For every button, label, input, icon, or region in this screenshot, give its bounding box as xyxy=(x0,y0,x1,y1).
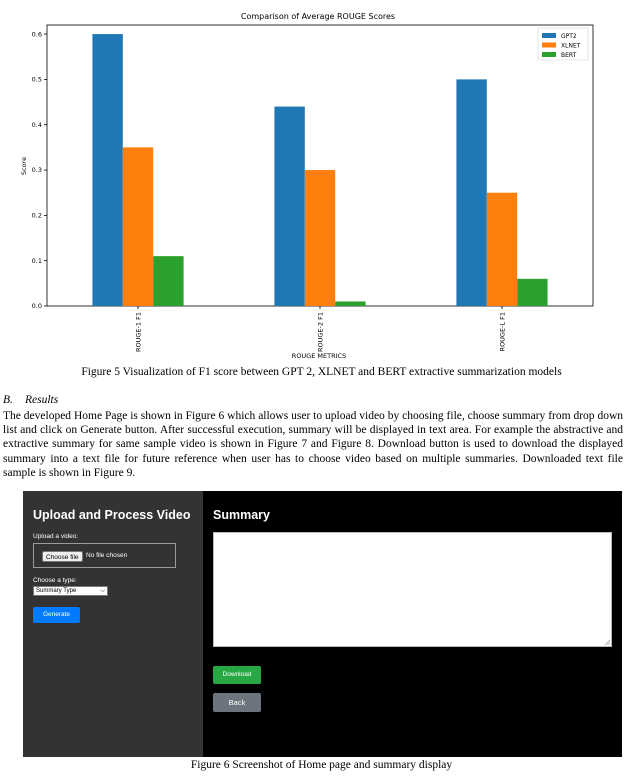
bar-xlnet xyxy=(487,193,517,306)
legend-label-bert: BERT xyxy=(561,51,577,59)
home-page-screenshot xyxy=(23,491,622,757)
bar-bert xyxy=(335,301,365,306)
body-paragraph: The developed Home Page is shown in Figure 6 which allows user to upload video by choosing file, choose summary from drop down list and click on Generate button. After successful execution, summary will be displayed in text area. For example the abstractive and extractive summary for same sample video is shown in Figure 7 and Figure 8. Download button is used to download the displayed summary into a text file for future reference when user has to choose video based on multiple summaries. Downloaded text file sample is shown in Figure 9. xyxy=(3,410,623,479)
resize-grip-icon[interactable] xyxy=(604,639,610,645)
summary-title: Summary xyxy=(213,508,270,522)
generate-button[interactable]: Generate xyxy=(33,607,80,623)
y-tick-label: 0.4 xyxy=(31,120,42,129)
chart-title: Comparison of Average ROUGE Scores xyxy=(240,12,396,21)
x-axis-label: ROUGE METRICS xyxy=(291,352,347,360)
figure-5-caption: Figure 5 Visualization of F1 score between GPT 2, XLNET and BERT extractive summarization models xyxy=(81,366,562,378)
legend-label-gpt2: GPT2 xyxy=(561,32,577,40)
x-tick-label: ROUGE-L F1 xyxy=(498,312,507,352)
figure-6-caption: Figure 6 Screenshot of Home page and summary display xyxy=(190,759,453,771)
summary-textarea[interactable] xyxy=(213,532,612,647)
bar-gpt2 xyxy=(92,34,122,306)
file-input[interactable] xyxy=(33,543,176,568)
upload-video-label: Upload a video: xyxy=(33,533,79,540)
y-axis-label: Score xyxy=(20,156,28,176)
section-title: Results xyxy=(25,394,59,406)
upload-panel xyxy=(23,491,203,757)
bar-bert xyxy=(153,256,183,306)
upload-panel-title: Upload and Process Video xyxy=(33,508,191,522)
chevron-down-icon: ⌵ xyxy=(100,588,105,594)
y-tick-label: 0.6 xyxy=(31,30,42,39)
y-tick-label: 0.3 xyxy=(31,166,42,175)
legend-label-xlnet: XLNET xyxy=(561,42,581,50)
legend-swatch-gpt2 xyxy=(542,33,556,38)
no-file-chosen-text: No file chosen xyxy=(86,552,128,559)
x-tick-label: ROUGE-2 F1 xyxy=(316,312,325,352)
y-tick-label: 0.2 xyxy=(31,211,42,220)
choose-file-button[interactable]: Choose file xyxy=(42,551,83,562)
bar-xlnet xyxy=(123,147,153,306)
y-tick-label: 0.0 xyxy=(31,302,42,311)
summary-type-select-value: Summary Type xyxy=(36,588,77,594)
bar-gpt2 xyxy=(456,79,486,306)
bar-bert xyxy=(517,279,547,306)
x-tick-label: ROUGE-1 F1 xyxy=(134,312,143,352)
back-button[interactable]: Back xyxy=(213,693,261,712)
choose-type-label: Choose a type: xyxy=(33,577,77,584)
download-button[interactable]: Download xyxy=(213,666,261,684)
y-tick-label: 0.5 xyxy=(31,75,42,84)
y-tick-label: 0.1 xyxy=(31,256,42,265)
section-heading xyxy=(3,394,58,406)
bar-xlnet xyxy=(305,170,335,306)
legend-swatch-bert xyxy=(542,52,556,57)
bar-gpt2 xyxy=(274,107,304,306)
section-number: B. xyxy=(3,394,13,406)
legend-swatch-xlnet xyxy=(542,43,556,48)
rouge-bar-chart xyxy=(0,0,643,366)
summary-type-select[interactable] xyxy=(33,586,108,596)
